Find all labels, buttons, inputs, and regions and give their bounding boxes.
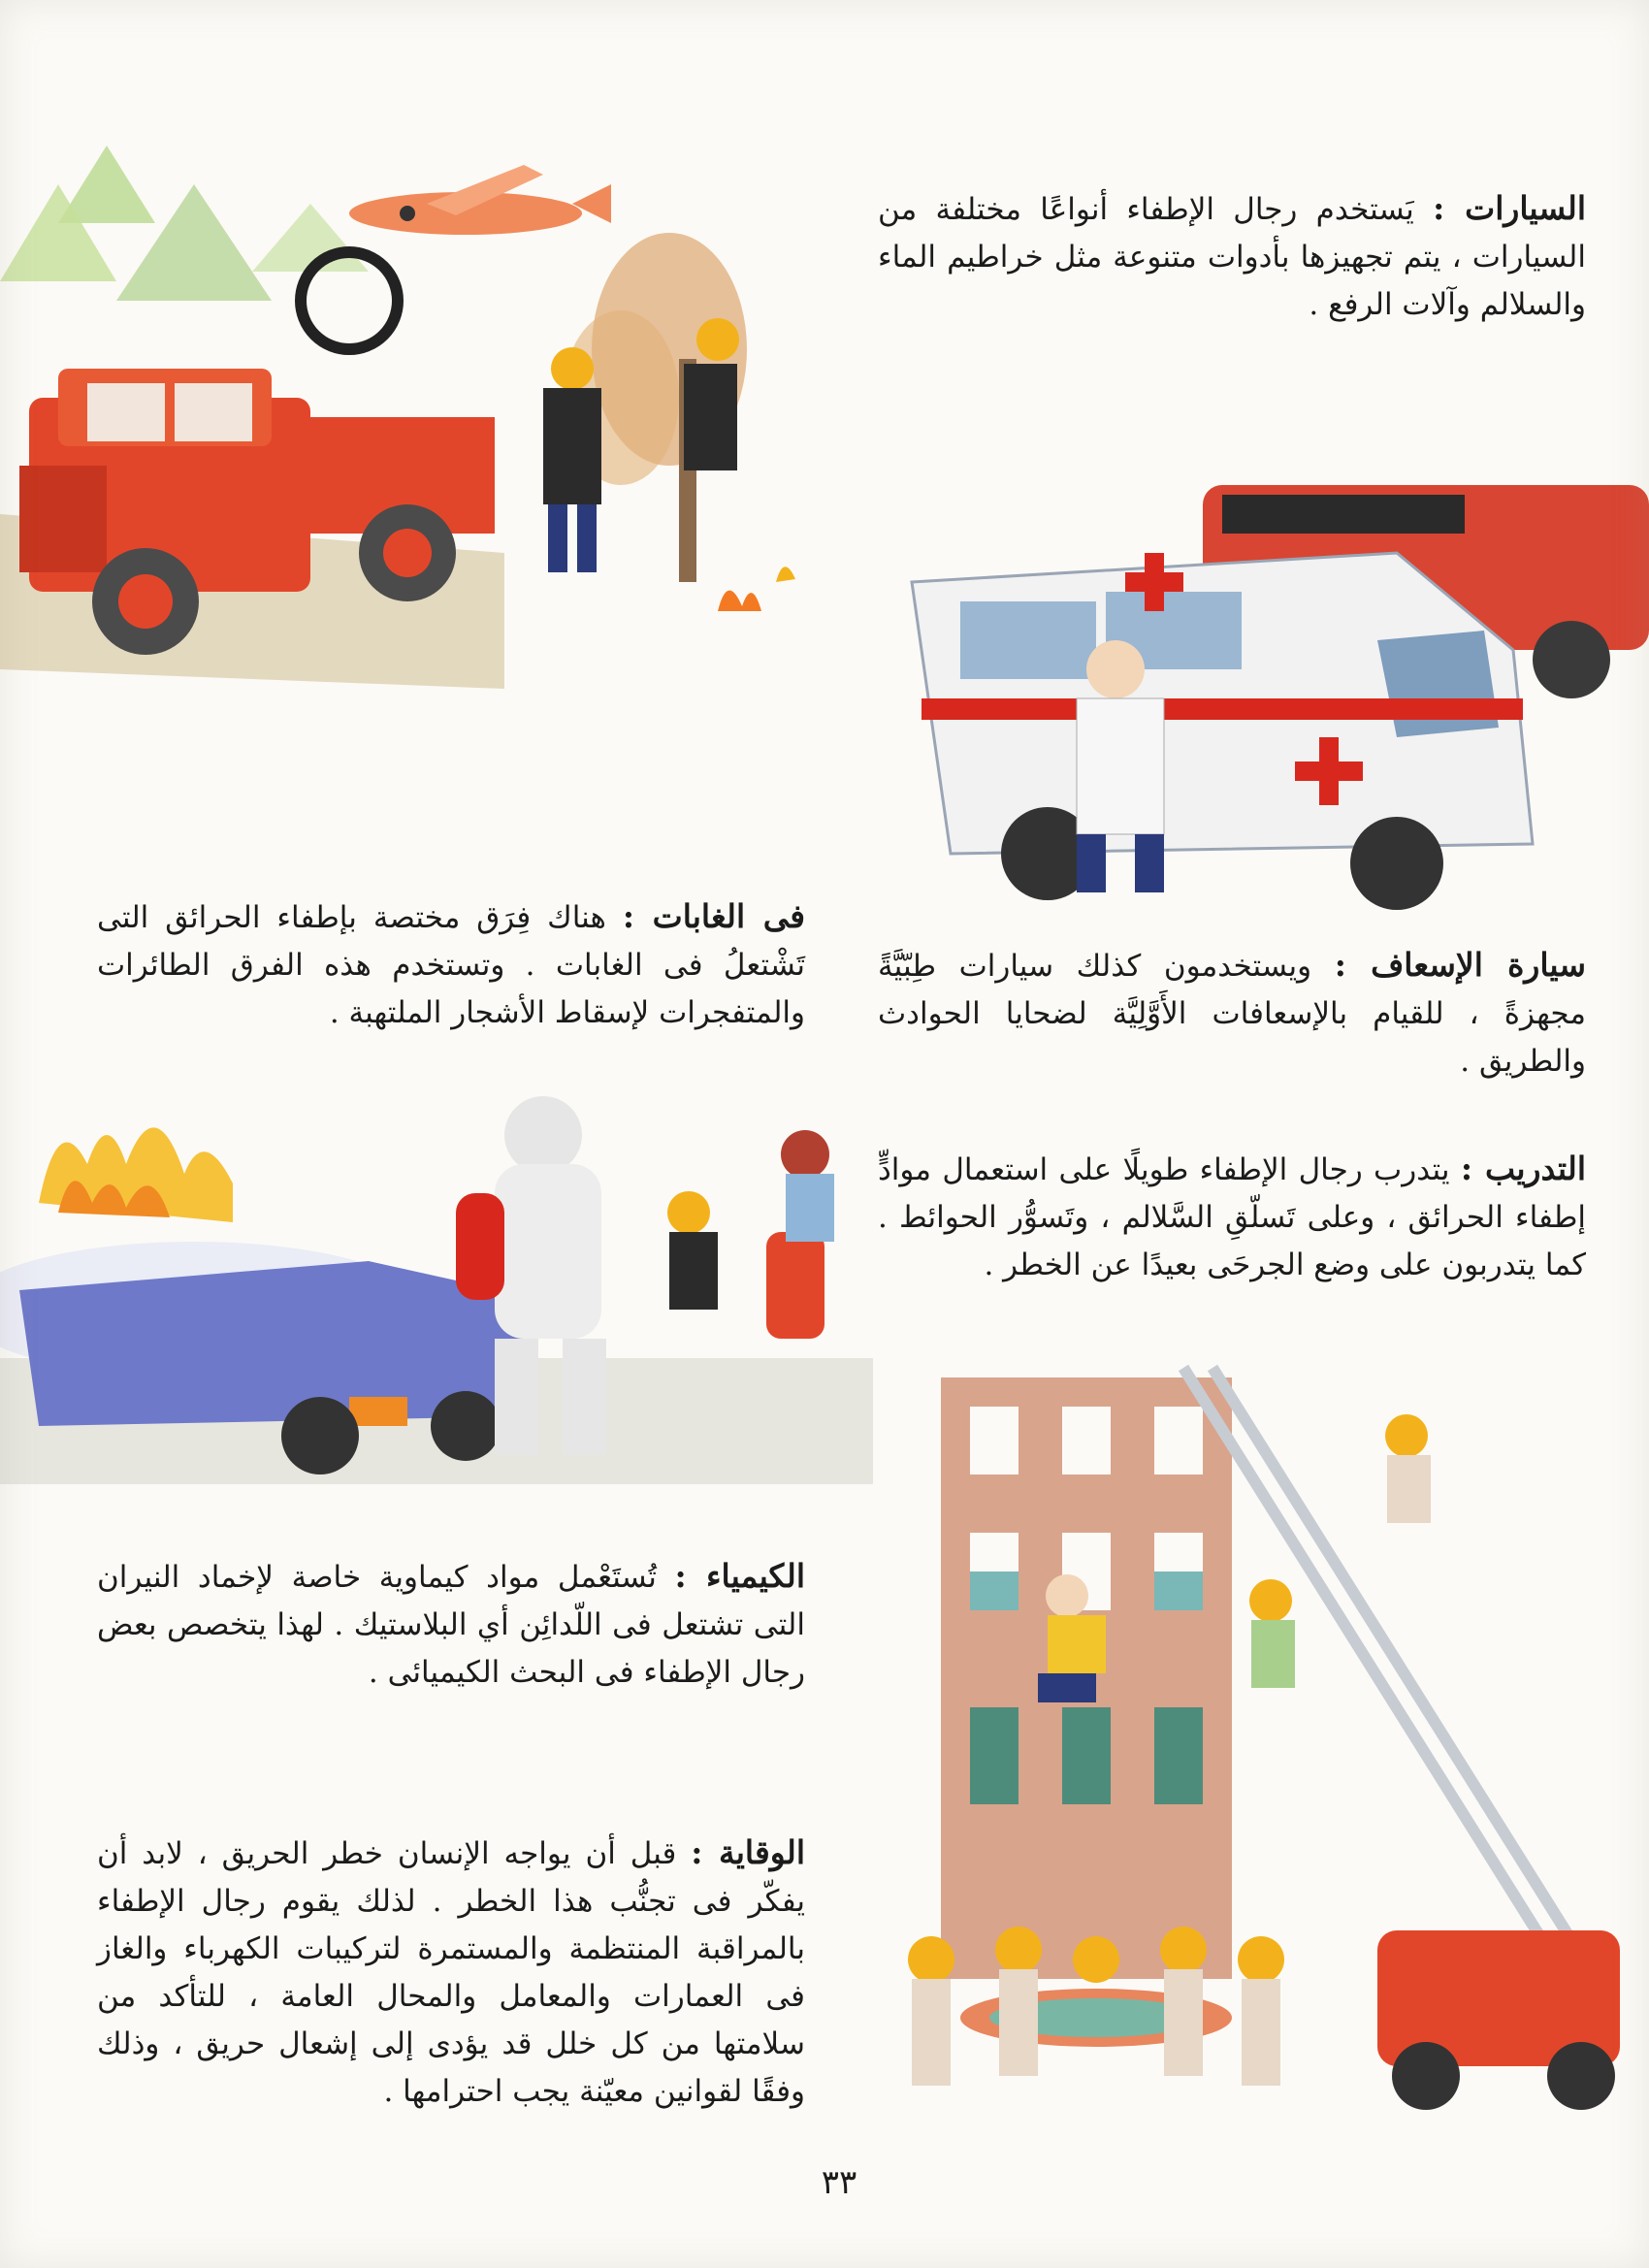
paragraph-training bbox=[878, 1145, 1586, 1289]
text-forests: هناك فِرَق مختصة بإطفاء الحرائق التى تَشْتعلُ فى الغابات . وتستخدم هذه الفرق الطائرات والمتفجرات لإسقاط الأشجار الملتهبة . bbox=[97, 900, 805, 1030]
running-firefighters bbox=[667, 1130, 834, 1339]
chemical-fire-illustration bbox=[0, 1067, 873, 1484]
heading-cars: السيارات : bbox=[1433, 189, 1586, 227]
heading-chemistry: الكيمياء : bbox=[674, 1557, 806, 1595]
firefighting-plane bbox=[349, 165, 611, 235]
flames bbox=[39, 1127, 233, 1222]
heading-ambulance: سيارة الإسعاف : bbox=[1334, 946, 1587, 984]
forest-fire-svg bbox=[0, 146, 815, 805]
paragraph-ambulance bbox=[878, 941, 1586, 1085]
paragraph-chemistry bbox=[97, 1552, 805, 1697]
text-prevention: قبل أن يواجه الإنسان خطر الحريق ، لابد أن يفكّر فى تجنُّب هذا الخطر . لذلك يقوم رجال الإطفاء بالمراقبة المنتظمة والمستمرة لتركيبات الكهرباء والغاز فى العمارات والمعامل والمحال العامة ، للتأكد من سلامتها من كل خلل قد يؤدى إلى إشعال حريق ، وذلك وفقًا لقوانين معيّنة يجب احترامها . bbox=[97, 1836, 805, 2109]
aerial-ladder bbox=[1183, 1368, 1571, 1940]
text-training: يتدرب رجال الإطفاء طويلًا على استعمال موادٍّ إطفاء الحرائق ، وعلى تَسلّقِ السَّلالم ، وتَسوُّر الحوائط . كما يتدربون على وضع الجرحَى بعيدًا عن الخطر . bbox=[878, 1152, 1586, 1282]
forest-fire-truck bbox=[0, 252, 504, 689]
paragraph-cars bbox=[878, 184, 1586, 329]
training-tower-svg bbox=[844, 1358, 1649, 2154]
training-tower-illustration bbox=[844, 1358, 1649, 2154]
text-chemistry: تُستَعْمل مواد كيماوية خاصة لإخماد النيران التى تشتعل فى اللّدائِن أي البلاستيك . لهذا يتخصص بعض رجال الإطفاء فى البحث الكيميائى . bbox=[97, 1560, 805, 1690]
chemical-fire-svg bbox=[0, 1067, 873, 1484]
paragraph-forests bbox=[97, 892, 805, 1037]
text-cars: يَستخدم رجال الإطفاء أنواعًا مختلفة من السيارات ، يتم تجهيزها بأدوات متنوعة مثل خراطيم الماء والسلالم وآلات الرفع . bbox=[878, 192, 1586, 322]
text-ambulance: ويستخدمون كذلك سيارات طِبّيَّةً مجهزةً ، للقيام بالإسعافات الأَوَّلِيَّة لضحايا الحوادث والطريق . bbox=[878, 949, 1586, 1079]
heading-prevention: الوقاية : bbox=[691, 1833, 805, 1871]
heading-forests: فى الغابات : bbox=[622, 897, 806, 935]
ladder-truck bbox=[1377, 1930, 1620, 2110]
heading-training: التدريب : bbox=[1460, 1150, 1586, 1187]
ambulance-van bbox=[912, 553, 1533, 910]
ambulance-svg bbox=[854, 466, 1649, 912]
page-number: ٣٣ bbox=[821, 2163, 857, 2202]
forest-fire-illustration bbox=[0, 146, 815, 805]
climbing-firefighters bbox=[1249, 1414, 1431, 1688]
ambulance-illustration bbox=[854, 466, 1649, 912]
paragraph-prevention bbox=[97, 1829, 805, 2116]
